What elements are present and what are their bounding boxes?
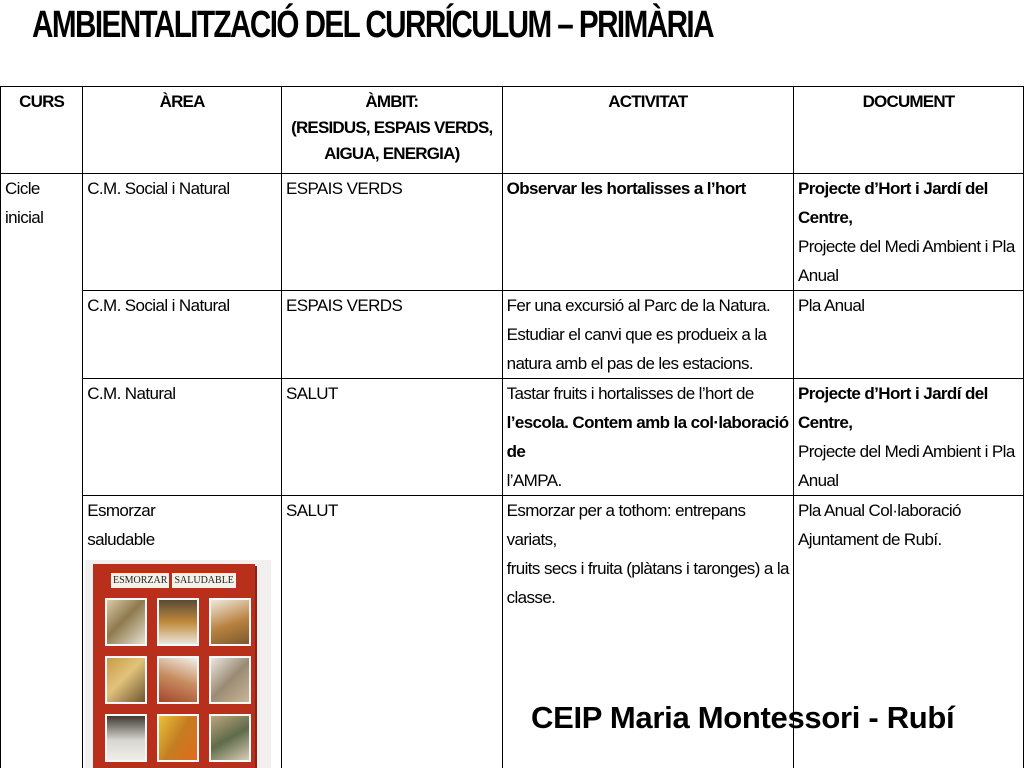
curriculum-table	[0, 86, 1024, 768]
header-curs: CURS	[1, 87, 83, 174]
page-title: AMBIENTALITZACIÓ DEL CURRÍCULUM – PRIMÀRIA	[32, 4, 713, 46]
document-line: Anual	[797, 471, 839, 490]
header-document: DOCUMENT	[793, 87, 1023, 174]
document-line: Projecte d’Hort i Jardí del Centre,	[797, 179, 988, 227]
activitat-line: fruits secs i fruita (plàtans i taronges) a la	[506, 559, 789, 578]
food-photo	[209, 598, 251, 646]
food-photo	[209, 656, 251, 704]
activitat-line: Estudiar el canvi que es produeix a la	[506, 325, 767, 344]
area-cell: C.M. Social i Natural	[83, 174, 282, 291]
activitat-line: Observar les hortalisses a l’hort	[506, 179, 746, 198]
table-row	[1, 174, 1024, 291]
table-header-row	[1, 87, 1024, 174]
document-line: Ajuntament de Rubí.	[797, 530, 942, 549]
document-line: Projecte del Medi Ambient i Pla	[797, 237, 1015, 256]
area-cell: C.M. Natural	[83, 379, 282, 496]
header-ambit-line: ÀMBIT:	[365, 92, 419, 111]
ambit-cell: SALUT	[281, 379, 502, 496]
activitat-line: Tastar fruits i hortalisses de l’hort de	[506, 384, 754, 403]
document-line: Pla Anual	[797, 296, 865, 315]
activitat-line: Fer una excursió al Parc de la Natura.	[506, 296, 771, 315]
activitat-cell	[502, 291, 793, 379]
food-photo	[209, 714, 251, 762]
document-cell	[793, 291, 1023, 379]
header-area: ÀREA	[83, 87, 282, 174]
document-line: Pla Anual Col·laboració	[797, 501, 961, 520]
header-ambit	[281, 87, 502, 174]
food-photo	[157, 714, 199, 762]
header-ambit-line: AIGUA, ENERGIA)	[324, 144, 460, 163]
food-photo	[157, 656, 199, 704]
poster-label-right: SALUDABLE	[172, 573, 236, 588]
curs-cell: Cicle inicial	[1, 174, 83, 768]
school-footer: CEIP Maria Montessori - Rubí	[531, 700, 955, 735]
food-photo	[105, 598, 147, 646]
food-photo	[157, 598, 199, 646]
document-cell	[793, 174, 1023, 291]
ambit-cell: ESPAIS VERDS	[281, 174, 502, 291]
activitat-line: Esmorzar per a tothom: entrepans variats,	[506, 501, 746, 549]
activitat-cell	[502, 174, 793, 291]
table-row	[1, 291, 1024, 379]
ambit-cell: ESPAIS VERDS	[281, 291, 502, 379]
activitat-line: natura amb el pas de les estacions.	[506, 354, 754, 373]
poster-label-left: ESMORZAR	[112, 575, 168, 586]
activitat-line: l’AMPA.	[506, 471, 562, 490]
ambit-cell: SALUT	[281, 496, 502, 768]
header-activitat: ACTIVITAT	[502, 87, 793, 174]
activitat-line: l’escola. Contem amb la col·laboració de	[506, 413, 789, 461]
area-cell	[83, 496, 282, 768]
area-cell: C.M. Social i Natural	[83, 291, 282, 379]
poster-board	[93, 564, 255, 768]
area-line: saludable	[87, 530, 155, 549]
poster-photo	[85, 560, 271, 768]
document-line: Anual	[797, 266, 839, 285]
document-line: Projecte d’Hort i Jardí del Centre,	[797, 384, 988, 432]
table-row	[1, 379, 1024, 496]
activitat-line: classe.	[506, 588, 556, 607]
header-ambit-line: (RESIDUS, ESPAIS VERDS,	[291, 118, 493, 137]
activitat-cell	[502, 379, 793, 496]
area-line: Esmorzar	[87, 501, 156, 520]
food-photo	[105, 714, 147, 762]
document-cell	[793, 379, 1023, 496]
document-line: Projecte del Medi Ambient i Pla	[797, 442, 1015, 461]
food-photo	[105, 656, 147, 704]
